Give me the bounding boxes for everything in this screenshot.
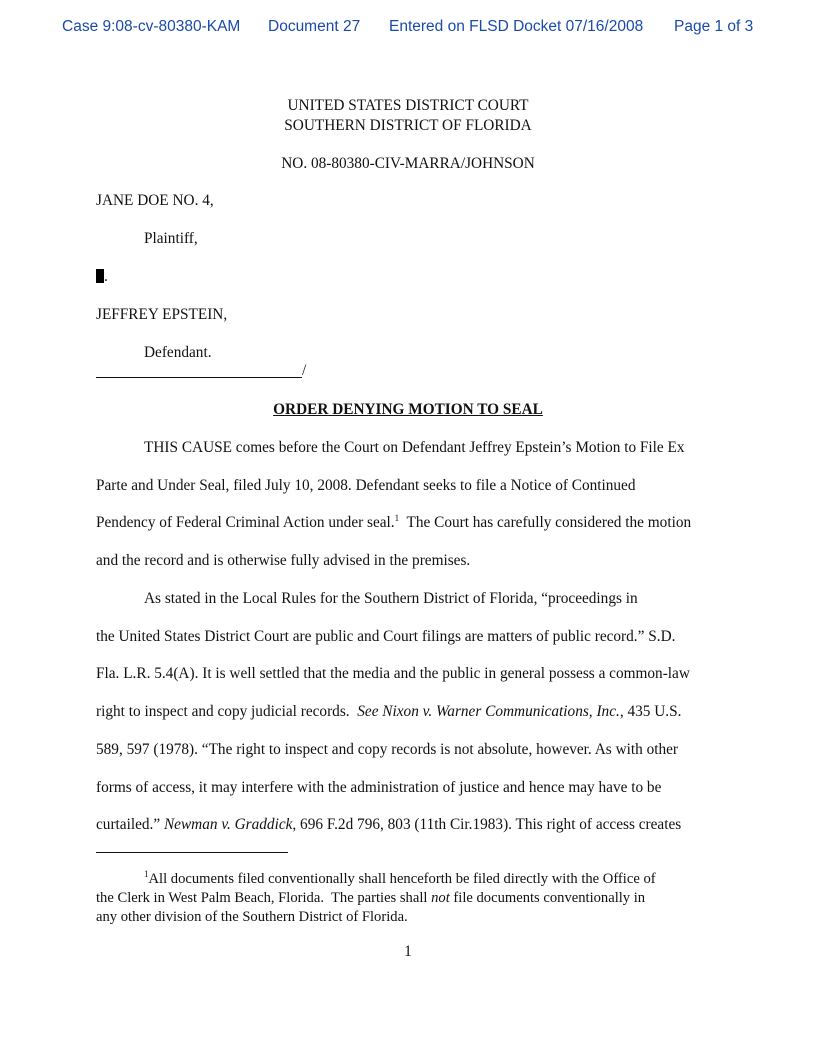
body-line: Parte and Under Seal, filed July 10, 2008. Defendant seeks to file a Notice of Continued <box>96 477 636 494</box>
versus-suffix: . <box>104 268 108 285</box>
body-line: Fla. L.R. 5.4(A). It is well settled that the media and the public in general possess a common-law <box>96 665 690 682</box>
defendant-role: Defendant. <box>144 344 212 361</box>
entered-date-stamp: Entered on FLSD Docket 07/16/2008 <box>389 18 644 35</box>
defendant-name: JEFFREY EPSTEIN, <box>96 306 228 323</box>
body-line: forms of access, it may interfere with the administration of justice and hence may have to be <box>96 779 662 796</box>
body-line: and the record and is otherwise fully advised in the premises. <box>96 552 471 569</box>
body-line: curtailed.” Newman v. Graddick, 696 F.2d 796, 803 (11th Cir.1983). This right of access creates <box>96 816 682 833</box>
footnote-marker: 1 <box>144 869 149 879</box>
body-line: right to inspect and copy judicial records. See Nixon v. Warner Communications, Inc., 435 U.S. <box>96 703 682 720</box>
footnote-line: $^1$All documents filed conventionally shall henceforth be filed directly with the Office of <box>144 869 656 887</box>
redaction-block <box>96 269 104 283</box>
footnote-line: any other division of the Southern District of Florida. <box>96 909 408 925</box>
case-citation: Newman v. Graddick <box>163 816 293 833</box>
body-line: Pendency of Federal Criminal Action under seal.$^1$ The Court has carefully considered the motion <box>96 513 692 531</box>
page-count-stamp: Page 1 of 3 <box>674 18 754 35</box>
body-line: THIS CAUSE comes before the Court on Defendant Jeffrey Epstein’s Motion to File Ex <box>144 439 685 456</box>
versus-line <box>96 268 108 286</box>
body-line: 589, 597 (1978). “The right to inspect and copy records is not absolute, however. As with other <box>96 741 679 758</box>
body-line: As stated in the Local Rules for the Southern District of Florida, “proceedings in <box>144 590 638 607</box>
case-citation: See Nixon v. Warner Communications, Inc. <box>357 703 620 720</box>
caption-rule-end: / <box>302 362 307 379</box>
case-number-stamp: Case 9:08-cv-80380-KAM <box>62 18 241 35</box>
page-number: 1 <box>404 943 412 960</box>
plaintiff-role: Plaintiff, <box>144 230 198 247</box>
court-name: UNITED STATES DISTRICT COURT <box>287 97 529 114</box>
caption-rule <box>96 377 302 378</box>
footnote-ref: 1 <box>394 513 400 523</box>
case-number: NO. 08-80380-CIV-MARRA/JOHNSON <box>281 155 535 172</box>
court-district: SOUTHERN DISTRICT OF FLORIDA <box>284 117 532 134</box>
document-number-stamp: Document 27 <box>268 18 361 35</box>
footnote-rule <box>96 852 288 853</box>
order-title: ORDER DENYING MOTION TO SEAL <box>273 401 543 418</box>
body-line: the United States District Court are public and Court filings are matters of public record.” S.D. <box>96 628 676 645</box>
footnote-line: the Clerk in West Palm Beach, Florida. The parties shall not file documents conventionally in <box>96 890 646 906</box>
plaintiff-name: JANE DOE NO. 4, <box>96 192 214 209</box>
